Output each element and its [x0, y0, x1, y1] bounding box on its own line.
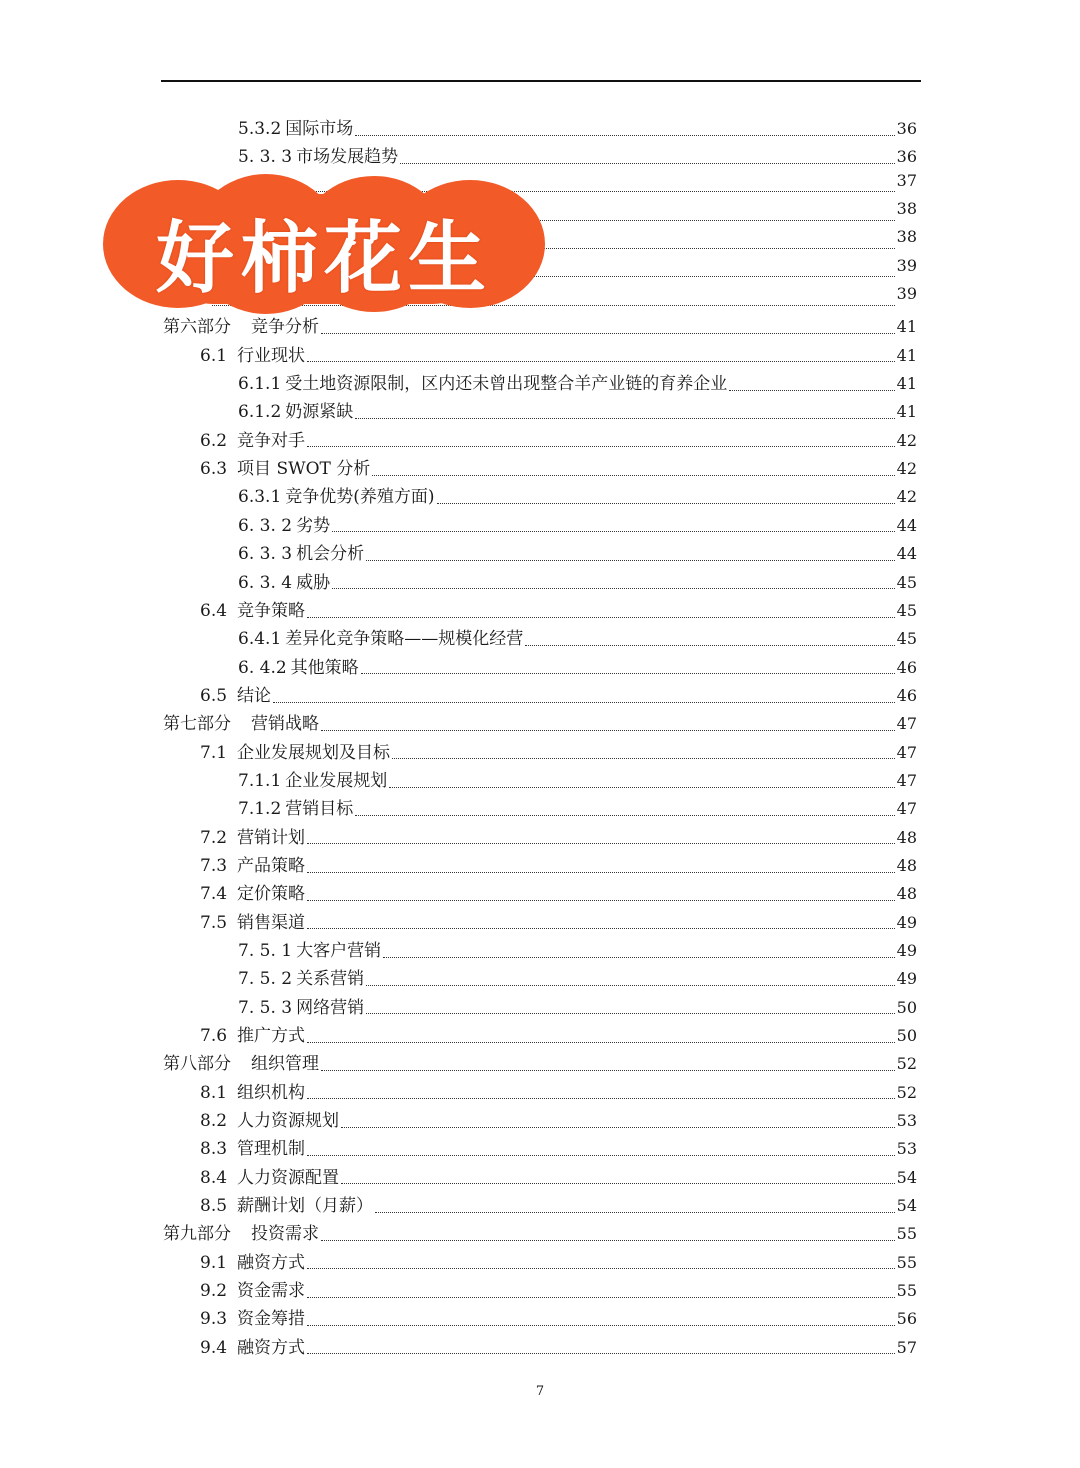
toc-entry-text: 薪酬计划（月薪） — [237, 1196, 374, 1217]
toc-entry-page: 52 — [896, 1054, 917, 1074]
toc-entry-number: 7.1 — [200, 742, 228, 763]
toc-entry-page: 36 — [896, 119, 917, 138]
toc-entry-page: 44 — [896, 544, 917, 564]
toc-entry-page: 55 — [896, 1224, 917, 1244]
toc-entry-number: 8.1 — [200, 1082, 228, 1103]
toc-entry-number: 6.1.1 — [238, 374, 282, 395]
toc-entry-title — [163, 1219, 319, 1244]
toc-entry-title — [163, 312, 319, 337]
toc-entry-number: 6.1.2 — [238, 402, 282, 423]
toc-dot-leader — [321, 730, 895, 731]
toc-entry-title — [238, 539, 364, 564]
toc-entry[interactable] — [163, 1163, 917, 1191]
toc-entry-title — [238, 482, 435, 507]
toc-entry-number: 8.5 — [200, 1196, 228, 1217]
toc-entry-title — [238, 511, 330, 536]
toc-entry-title — [200, 454, 370, 479]
toc-entry-text: 机会分析 — [296, 544, 365, 565]
toc-entry-text: 营销计划 — [237, 827, 306, 848]
toc-entry-text: 竞争策略 — [237, 600, 306, 621]
toc-entry-text: 融资方式 — [237, 1337, 306, 1358]
toc-entry-title — [238, 397, 353, 422]
toc-entry-title — [200, 1163, 339, 1188]
toc-entry-number: 8.4 — [200, 1167, 228, 1188]
toc-entry[interactable] — [163, 341, 917, 369]
toc-entry-page: 42 — [896, 487, 917, 507]
toc-entry-text: 其他策略 — [290, 657, 359, 678]
toc-entry[interactable] — [163, 964, 917, 992]
toc-entry[interactable] — [163, 823, 917, 851]
toc-dot-leader — [307, 1268, 895, 1269]
toc-dot-leader — [355, 135, 894, 136]
toc-entry[interactable] — [163, 794, 917, 822]
toc-entry-page: 57 — [896, 1337, 917, 1357]
toc-entry-page: 48 — [896, 827, 917, 847]
toc-entry-text: 融资方式 — [237, 1252, 306, 1273]
toc-dot-leader — [307, 1353, 895, 1354]
toc-entry[interactable] — [163, 738, 917, 766]
toc-dot-leader — [389, 787, 894, 788]
toc-dot-leader — [273, 702, 895, 703]
toc-entry-title — [238, 766, 387, 791]
toc-entry[interactable] — [163, 993, 917, 1021]
toc-entry[interactable] — [163, 1191, 917, 1219]
toc-entry-page: 37 — [896, 170, 917, 190]
toc-entry-text: 投资需求 — [251, 1224, 319, 1245]
toc-entry[interactable] — [163, 511, 917, 539]
toc-entry-number: 7.5 — [200, 912, 228, 933]
toc-entry-title — [238, 624, 523, 649]
toc-entry-page: 41 — [896, 402, 917, 422]
toc-entry-number: 6. 3. 3 — [238, 544, 293, 565]
toc-entry-number: 9.1 — [200, 1252, 228, 1273]
toc-dot-leader — [332, 531, 895, 532]
toc-entry-page: 50 — [896, 997, 917, 1017]
toc-dot-leader — [366, 560, 895, 561]
toc-entry-number: 7. 5. 2 — [238, 969, 293, 990]
toc-entry-number: 6.2 — [200, 430, 228, 451]
toc-entry-page: 54 — [896, 1196, 917, 1216]
toc-dot-leader — [392, 758, 895, 759]
toc-dot-leader — [307, 1297, 895, 1298]
toc-entry-title — [238, 936, 381, 961]
header-rule — [161, 80, 921, 82]
toc-dot-leader — [437, 503, 895, 504]
toc-entry-text: 资金筹措 — [237, 1309, 306, 1330]
toc-entry-title — [200, 1276, 305, 1301]
toc-entry-number: 7.1.1 — [238, 770, 282, 791]
toc-entry-number: 9.4 — [200, 1337, 228, 1358]
toc-entry[interactable] — [163, 142, 917, 170]
toc-entry-title — [163, 1049, 319, 1074]
toc-entry-number: 7. 5. 1 — [238, 940, 293, 961]
toc-entry-page: 55 — [896, 1252, 917, 1272]
toc-entry-page: 38 — [896, 227, 917, 247]
toc-entry-text: 产品策略 — [237, 855, 306, 876]
toc-entry-page: 41 — [896, 317, 917, 337]
toc-dot-leader — [366, 985, 895, 986]
toc-entry-page: 49 — [896, 969, 917, 989]
toc-entry[interactable] — [163, 936, 917, 964]
toc-entry-text: 国际市场 — [285, 119, 354, 139]
toc-dot-leader — [366, 1013, 895, 1014]
toc-entry-number: 7.3 — [200, 855, 228, 876]
toc-entry[interactable] — [163, 596, 917, 624]
toc-entry-title — [238, 653, 359, 678]
toc-dot-leader — [341, 1127, 895, 1128]
toc-dot-leader — [307, 361, 895, 362]
toc-entry[interactable] — [163, 1021, 917, 1049]
toc-entry-page: 45 — [896, 572, 917, 592]
toc-entry-text: 营销目标 — [285, 799, 354, 820]
toc-entry-text: 竞争分析 — [251, 317, 319, 338]
toc-entry-number: 6. 3. 4 — [238, 572, 293, 593]
toc-dot-leader — [375, 1212, 895, 1213]
toc-entry-title — [238, 369, 727, 394]
toc-entry-page: 53 — [896, 1111, 917, 1131]
toc-entry-text: 差异化竞争策略——规模化经营 — [285, 629, 524, 650]
toc-entry[interactable] — [163, 1219, 917, 1247]
toc-entry-number: 第九部分 — [163, 1224, 231, 1245]
toc-entry[interactable] — [163, 1333, 917, 1361]
toc-entry-text: 销售渠道 — [237, 912, 306, 933]
toc-dot-leader — [321, 1070, 895, 1071]
toc-entry[interactable] — [163, 454, 917, 482]
toc-entry-number: 5. 3. 3 — [238, 147, 293, 168]
toc-dot-leader — [307, 900, 895, 901]
toc-entry[interactable] — [163, 653, 917, 681]
toc-dot-leader — [307, 446, 895, 447]
toc-entry[interactable] — [163, 709, 917, 737]
toc-entry-title — [200, 341, 305, 366]
toc-entry-page: 47 — [896, 799, 917, 819]
toc-entry[interactable] — [163, 312, 917, 340]
toc-entry-page: 47 — [896, 714, 917, 734]
toc-entry-number: 7.2 — [200, 827, 228, 848]
toc-entry-text: 管理机制 — [237, 1139, 306, 1160]
toc-entry[interactable] — [163, 1248, 917, 1276]
page-number: 7 — [535, 1384, 545, 1399]
toc-entry-page: 39 — [896, 284, 917, 304]
toc-entry-title — [200, 908, 305, 933]
toc-entry-text: 奶源紧缺 — [285, 402, 354, 423]
toc-entry-text: 项目 SWOT 分析 — [237, 459, 371, 480]
toc-entry-title — [200, 1106, 339, 1131]
toc-entry-title — [200, 1191, 373, 1216]
toc-entry[interactable] — [163, 1276, 917, 1304]
toc-entry-number: 第七部分 — [163, 714, 231, 735]
toc-entry-text: 资金需求 — [237, 1281, 306, 1302]
toc-entry-title — [200, 1248, 305, 1273]
toc-entry-page: 52 — [896, 1082, 917, 1102]
toc-entry-text: 关系营销 — [296, 969, 365, 990]
toc-entry-title — [200, 1021, 305, 1046]
toc-dot-leader — [307, 1155, 895, 1156]
toc-dot-leader — [341, 1183, 895, 1184]
toc-entry[interactable] — [163, 1049, 917, 1077]
toc-entry[interactable] — [163, 426, 917, 454]
toc-dot-leader — [307, 1098, 895, 1099]
toc-entry-text: 受土地资源限制，区内还未曾出现整合羊产业链的育养企业 — [285, 374, 728, 395]
toc-entry-number: 8.2 — [200, 1111, 228, 1132]
toc-entry-number: 6.5 — [200, 685, 228, 706]
toc-entry-page: 55 — [896, 1281, 917, 1301]
toc-entry-text: 市场发展趋势 — [296, 147, 399, 168]
toc-entry[interactable] — [163, 908, 917, 936]
toc-entry-text: 大客户营销 — [296, 940, 382, 961]
toc-entry-page: 48 — [896, 855, 917, 875]
toc-entry-text: 结论 — [237, 685, 272, 706]
toc-entry[interactable] — [163, 482, 917, 510]
toc-entry-number: 5.3.2 — [238, 119, 282, 139]
toc-entry-text: 竞争对手 — [237, 430, 306, 451]
toc-entry-text: 网络营销 — [296, 997, 365, 1018]
toc-entry-page: 46 — [896, 657, 917, 677]
toc-entry-title — [200, 879, 305, 904]
toc-entry[interactable] — [163, 114, 917, 142]
toc-entry[interactable] — [163, 1106, 917, 1134]
toc-dot-leader — [307, 928, 895, 929]
toc-entry-number: 第八部分 — [163, 1054, 231, 1075]
toc-dot-leader — [321, 333, 895, 334]
toc-entry-title — [238, 114, 353, 139]
toc-entry-title — [200, 738, 390, 763]
toc-entry[interactable] — [163, 851, 917, 879]
toc-entry-number: 6.3.1 — [238, 487, 282, 508]
toc-entry[interactable] — [163, 369, 917, 397]
toc-entry-number: 6. 4.2 — [238, 657, 287, 678]
toc-entry-text: 推广方式 — [237, 1026, 306, 1046]
toc-entry-text: 人力资源规划 — [237, 1111, 340, 1132]
toc-entry-number: 6.1 — [200, 345, 228, 366]
toc-dot-leader — [321, 1240, 895, 1241]
toc-dot-leader — [372, 475, 894, 476]
toc-entry-title — [200, 681, 271, 706]
toc-entry-page: 41 — [896, 345, 917, 365]
toc-entry[interactable] — [163, 1134, 917, 1162]
toc-dot-leader — [307, 1042, 895, 1043]
toc-dot-leader — [332, 588, 895, 589]
toc-dot-leader — [355, 815, 894, 816]
toc-entry-text: 企业发展规划 — [285, 770, 388, 791]
toc-entry-number: 6. 3. 2 — [238, 515, 293, 536]
toc-entry-text: 威胁 — [296, 572, 331, 593]
toc-dot-leader — [361, 673, 895, 674]
toc-entry-page: 47 — [896, 742, 917, 762]
toc-entry[interactable] — [163, 624, 917, 652]
toc-entry-number: 6.3 — [200, 459, 228, 480]
toc-dot-leader — [307, 1325, 895, 1326]
toc-entry[interactable] — [163, 1078, 917, 1106]
toc-entry-page: 53 — [896, 1139, 917, 1159]
toc-entry-page: 42 — [896, 459, 917, 479]
toc-entry-text: 定价策略 — [237, 884, 306, 905]
toc-entry-title — [200, 823, 305, 848]
toc-entry-title — [200, 596, 305, 621]
toc-entry-page: 36 — [896, 147, 917, 167]
toc-entry-number: 7. 5. 3 — [238, 997, 293, 1018]
toc-entry-page: 56 — [896, 1309, 917, 1329]
toc-dot-leader — [307, 617, 895, 618]
toc-entry-page: 47 — [896, 770, 917, 790]
toc-entry-title — [200, 426, 305, 451]
toc-entry[interactable] — [163, 681, 917, 709]
toc-entry-page: 54 — [896, 1167, 917, 1187]
toc-entry-title — [163, 709, 319, 734]
toc-dot-leader — [383, 957, 895, 958]
toc-entry[interactable] — [163, 766, 917, 794]
toc-entry-title — [238, 794, 353, 819]
toc-entry-text: 企业发展规划及目标 — [237, 742, 391, 763]
toc-entry-title — [200, 1078, 305, 1103]
toc-entry-text: 组织机构 — [237, 1082, 306, 1103]
toc-entry-page: 50 — [896, 1026, 917, 1045]
toc-entry-page: 41 — [896, 374, 917, 394]
toc-entry-text: 组织管理 — [251, 1054, 319, 1075]
toc-entry-number: 第六部分 — [163, 317, 231, 338]
toc-entry-number: 9.3 — [200, 1309, 228, 1330]
toc-entry-page: 46 — [896, 685, 917, 705]
toc-entry-title — [238, 142, 398, 167]
toc-entry-page: 39 — [896, 255, 917, 275]
toc-entry-text: 营销战略 — [251, 714, 319, 735]
toc-dot-leader — [355, 418, 894, 419]
toc-entry-number: 6.4 — [200, 600, 228, 621]
toc-entry-page: 49 — [896, 912, 917, 932]
toc-entry-number: 7.4 — [200, 884, 228, 905]
watermark-badge — [103, 174, 545, 314]
toc-entry-page: 45 — [896, 629, 917, 649]
toc-dot-leader — [307, 843, 895, 844]
toc-entry-page: 44 — [896, 515, 917, 535]
toc-dot-leader — [729, 390, 894, 391]
toc-entry-text: 竞争优势(养殖方面) — [285, 487, 435, 508]
toc-entry[interactable] — [163, 1304, 917, 1332]
toc-entry-number: 6.4.1 — [238, 629, 282, 650]
watermark-text: 好柿花生 — [155, 214, 492, 304]
toc-entry-page: 42 — [896, 430, 917, 450]
toc-entry-title — [200, 851, 305, 876]
toc-entry-page: 38 — [896, 199, 917, 219]
toc-entry-number: 8.3 — [200, 1139, 228, 1160]
toc-entry-title — [200, 1333, 305, 1358]
toc-entry-number: 7.1.2 — [238, 799, 282, 820]
toc-entry-title — [200, 1134, 305, 1159]
toc-dot-leader — [307, 872, 895, 873]
toc-entry-title — [238, 964, 364, 989]
toc-dot-leader — [400, 163, 895, 164]
toc-entry[interactable] — [163, 397, 917, 425]
toc-entry-text: 劣势 — [296, 515, 331, 536]
toc-entry[interactable] — [163, 568, 917, 596]
toc-entry-text: 人力资源配置 — [237, 1167, 340, 1188]
toc-entry-page: 49 — [896, 940, 917, 960]
toc-entry-title — [238, 993, 364, 1018]
toc-entry-page: 45 — [896, 600, 917, 620]
toc-entry[interactable] — [163, 539, 917, 567]
toc-entry-number: 9.2 — [200, 1281, 228, 1302]
toc-entry-text: 行业现状 — [237, 345, 306, 366]
toc-dot-leader — [525, 645, 894, 646]
toc-entry-title — [200, 1304, 305, 1329]
toc-entry-number: 7.6 — [200, 1026, 228, 1046]
toc-entry-page: 48 — [896, 884, 917, 904]
toc-entry[interactable] — [163, 879, 917, 907]
toc-entry-title — [238, 568, 330, 593]
